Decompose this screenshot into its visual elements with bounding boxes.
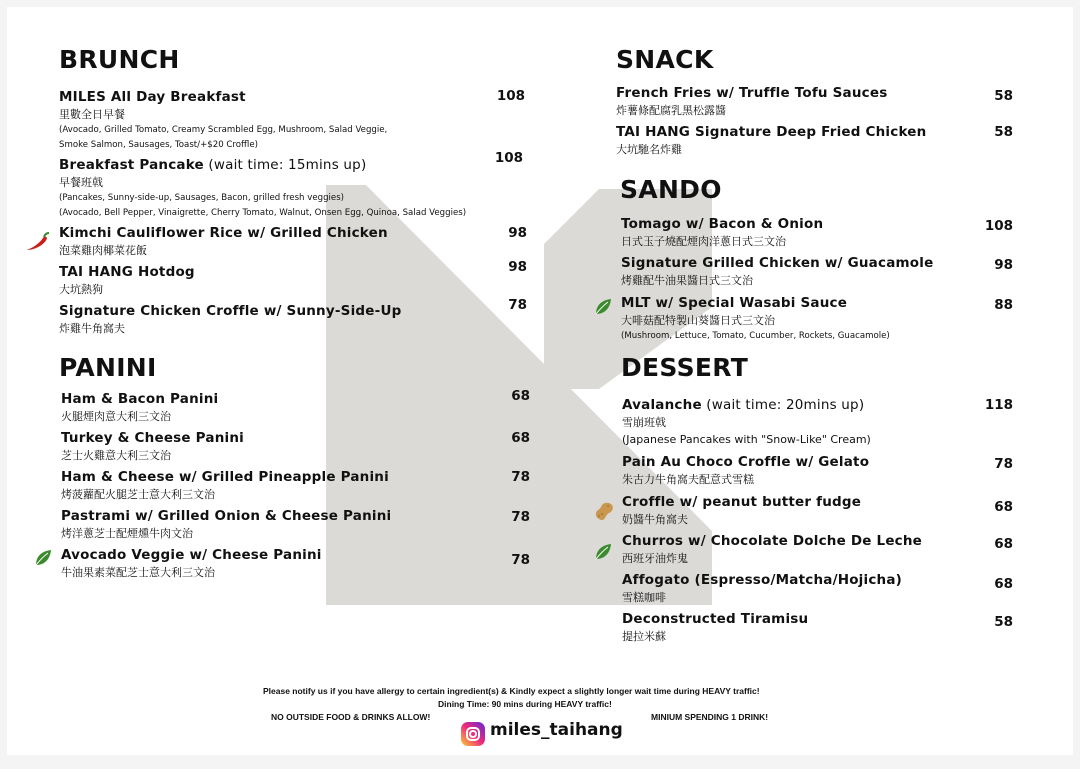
menu-item <box>621 294 890 344</box>
section-title-dessert: DESSERT <box>621 353 749 382</box>
item-name: Signature Grilled Chicken w/ Guacamole <box>621 255 934 271</box>
leaf-icon <box>593 297 613 317</box>
item-price: 68 <box>511 430 530 446</box>
menu-item <box>59 224 388 259</box>
item-price: 78 <box>511 552 530 568</box>
item-name: Deconstructed Tiramisu <box>622 611 809 627</box>
menu-item <box>61 507 391 542</box>
item-chinese-name: 朱古力牛角窩夫配意式雪糕 <box>622 473 754 486</box>
item-chinese-name: 雪崩班戟 <box>622 416 666 429</box>
item-name <box>622 396 871 414</box>
menu-item <box>616 123 926 158</box>
item-name: Kimchi Cauliflower Rice w/ Grilled Chicken <box>59 225 388 241</box>
menu-item <box>61 546 322 581</box>
menu-item <box>622 493 861 528</box>
item-chinese-name: 炸雞牛角窩夫 <box>59 322 125 335</box>
item-price: 108 <box>496 88 525 104</box>
no-outside-food-notice: NO OUTSIDE FOOD & DRINKS ALLOW! <box>271 712 431 722</box>
menu-item <box>621 215 823 250</box>
item-chinese-name: 雪糕咖啡 <box>622 591 666 604</box>
item-description: (Mushroom, Lettuce, Tomato, Cucumber, Rockets, Guacamole) <box>621 331 890 341</box>
item-price: 68 <box>994 536 1013 552</box>
item-name: Turkey & Cheese Panini <box>61 430 244 446</box>
section-title-sando: SANDO <box>620 175 722 204</box>
item-chinese-name: 大坑馳名炸雞 <box>616 143 682 156</box>
item-name: Pain Au Choco Croffle w/ Gelato <box>622 454 870 470</box>
item-chinese-name: 炸薯條配腐乳黑松露醬 <box>616 104 726 117</box>
instagram-icon <box>461 722 485 746</box>
menu-item <box>616 84 887 119</box>
item-description: (Avocado, Bell Pepper, Vinaigrette, Cherry Tomato, Walnut, Onsen Egg, Quinoa, Salad Veggies) <box>59 207 467 218</box>
item-name: Signature Chicken Croffle w/ Sunny-Side-Up <box>59 303 402 319</box>
item-name: MLT w/ Special Wasabi Sauce <box>621 295 848 311</box>
item-description: (Pancakes, Sunny-side-up, Sausages, Bacon, grilled fresh veggies) <box>59 193 345 203</box>
item-description: (Japanese Pancakes with "Snow-Like" Cream) <box>622 433 871 446</box>
item-chinese-name: 提拉米蘇 <box>622 630 666 643</box>
item-name: French Fries w/ Truffle Tofu Sauces <box>616 85 888 101</box>
item-chinese-name: 里數全日早餐 <box>59 108 125 121</box>
item-name <box>59 156 466 174</box>
item-price: 68 <box>994 576 1013 592</box>
item-price: 78 <box>994 456 1013 472</box>
item-price: 78 <box>511 469 530 485</box>
menu-item <box>59 263 195 298</box>
item-chinese-name: 大坑熱狗 <box>59 283 103 296</box>
item-chinese-name: 芝士火雞意大利三文治 <box>61 449 171 462</box>
section-title-panini: PANINI <box>59 353 157 382</box>
item-price: 98 <box>508 225 527 241</box>
item-name: Tomago w/ Bacon & Onion <box>621 216 824 232</box>
menu-item <box>61 429 244 464</box>
menu-item <box>59 302 401 337</box>
leaf-icon <box>593 542 613 562</box>
item-wait-note: (wait time: 15mins up) <box>203 157 367 173</box>
item-name: TAI HANG Signature Deep Fried Chicken <box>616 124 927 140</box>
item-name: Affogato (Espresso/Matcha/Hojicha) <box>622 572 903 588</box>
item-chinese-name: 火腿煙肉意大利三文治 <box>61 410 171 423</box>
menu-item <box>622 453 869 488</box>
peanut-icon <box>593 501 615 523</box>
item-price: 78 <box>508 297 527 313</box>
menu-item <box>621 254 933 289</box>
menu-item <box>622 610 808 645</box>
item-price: 118 <box>984 397 1013 413</box>
item-price: 58 <box>994 124 1013 140</box>
menu-item <box>61 390 218 425</box>
item-price: 78 <box>511 509 530 525</box>
item-name: Avocado Veggie w/ Cheese Panini <box>61 547 322 563</box>
item-chinese-name: 奶醬牛角窩夫 <box>622 513 688 526</box>
item-chinese-name: 大啡菇配特製山葵醬日式三文治 <box>621 314 775 327</box>
item-chinese-name: 烤菠蘿配火腿芝士意大利三文治 <box>61 488 215 501</box>
allergy-notice: Please notify us if you have allergy to certain ingredient(s) & Kindly expect a slightly longer wait time during HEAVY traffic! <box>263 686 760 696</box>
item-chinese-name: 牛油果素菜配芝士意大利三文治 <box>61 566 215 579</box>
item-chinese-name: 泡菜雞肉椰菜花飯 <box>59 244 147 257</box>
menu-item <box>59 88 387 152</box>
item-chinese-name: 烤洋蔥芝士配煙燻牛肉文治 <box>61 527 193 540</box>
menu-item <box>622 396 871 448</box>
item-wait-note: (wait time: 20mins up) <box>701 397 865 413</box>
minimum-spending-notice: MINIUM SPENDING 1 DRINK! <box>651 712 769 722</box>
section-title-snack: SNACK <box>616 45 714 74</box>
item-chinese-name: 早餐班戟 <box>59 176 103 189</box>
section-title-brunch: BRUNCH <box>59 45 180 74</box>
menu-item <box>622 571 902 606</box>
menu-item <box>61 468 389 503</box>
item-description: Smoke Salmon, Sausages, Toast/+$20 Croffle) <box>59 139 258 150</box>
item-chinese-name: 西班牙油炸鬼 <box>622 552 688 565</box>
item-price: 58 <box>994 614 1013 630</box>
item-name: TAI HANG Hotdog <box>59 264 195 280</box>
item-name: Churros w/ Chocolate Dolche De Leche <box>622 533 923 549</box>
item-name: Ham & Bacon Panini <box>61 391 219 407</box>
item-chinese-name: 烤雞配牛油果醬日式三文治 <box>621 274 753 287</box>
dining-time-notice: Dining Time: 90 mins during HEAVY traffic! <box>438 699 612 709</box>
item-price: 68 <box>511 388 530 404</box>
item-name: MILES All Day Breakfast <box>59 89 246 105</box>
leaf-icon <box>33 548 53 568</box>
menu-item <box>622 532 922 567</box>
item-price: 108 <box>984 218 1013 234</box>
item-price: 108 <box>494 150 523 166</box>
item-chinese-name: 日式玉子燒配煙肉洋蔥日式三文治 <box>621 235 786 248</box>
item-description: (Avocado, Grilled Tomato, Creamy Scrambled Egg, Mushroom, Salad Veggie, <box>59 125 388 135</box>
item-name: Croffle w/ peanut butter fudge <box>622 494 862 510</box>
item-price: 58 <box>994 88 1013 104</box>
item-price: 68 <box>994 499 1013 515</box>
item-name-text: Breakfast Pancake <box>59 157 204 173</box>
item-name: Ham & Cheese w/ Grilled Pineapple Panini <box>61 469 389 485</box>
item-name: Pastrami w/ Grilled Onion & Cheese Panini <box>61 508 392 524</box>
menu-page <box>7 7 1073 755</box>
item-price: 88 <box>994 297 1013 313</box>
chili-pepper-icon <box>23 231 51 253</box>
instagram-handle: miles_taihang <box>490 720 623 740</box>
menu-item <box>59 156 466 220</box>
item-price: 98 <box>994 257 1013 273</box>
item-name-text: Avalanche <box>622 397 702 413</box>
item-price: 98 <box>508 259 527 275</box>
